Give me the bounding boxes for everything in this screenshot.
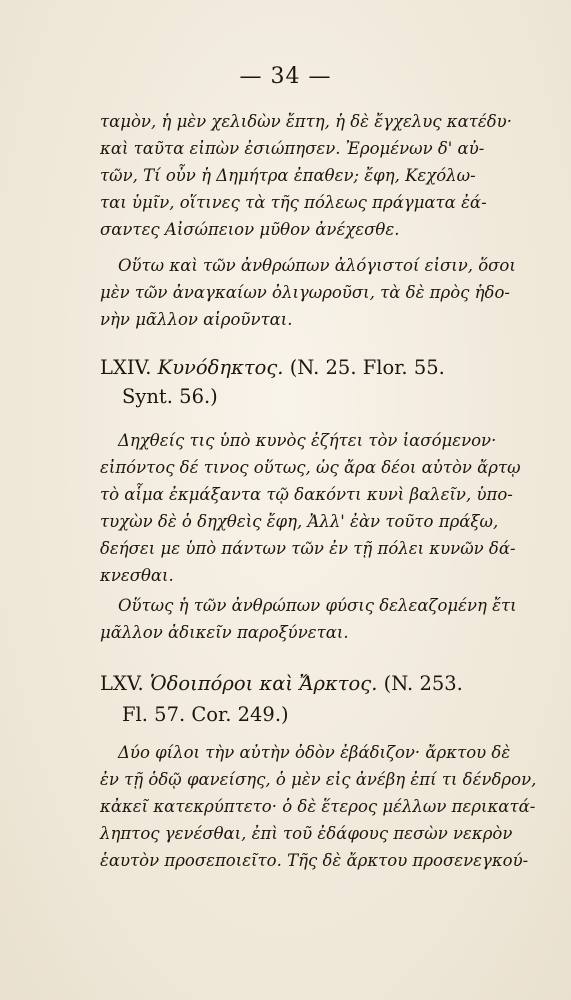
- text-line: καὶ ταῦτα εἰπὼν ἐσιώπησεν. Ἐρομένων δ' αὐ-: [100, 139, 485, 158]
- text-line: τυχὼν δὲ ὁ δηχθεὶς ἔφη, Ἀλλ' ἐὰν τοῦτο πράξω,: [100, 512, 499, 531]
- fable-title: Ὁδοιπόροι καὶ Ἄρκτος.: [149, 672, 378, 695]
- moral-line: νὴν μᾶλλον αἱροῦνται.: [100, 310, 293, 329]
- text-line: ἑαυτὸν προσεποιεῖτο. Τῆς δὲ ἄρκτου προσενεγκού-: [100, 851, 529, 870]
- text-line: ληπτος γενέσθαι, ἐπὶ τοῦ ἐδάφους πεσὼν νεκρὸν: [100, 824, 513, 843]
- text-line: κνεσθαι.: [100, 566, 174, 585]
- fable-heading: [100, 672, 463, 696]
- fable-number: LXIV.: [100, 356, 152, 379]
- text-line: σαντες Αἰσώπειον μῦθον ἀνέχεσθε.: [100, 220, 400, 239]
- text-line: εἰπόντος δέ τινος οὕτως, ὡς ἄρα δέοι αὐτὸν ἄρτῳ: [100, 458, 521, 477]
- text-line: Δύο φίλοι τὴν αὐτὴν ὁδὸν ἐβάδιζον· ἄρκτου δὲ: [118, 743, 511, 762]
- fable-heading: [100, 356, 445, 380]
- moral-line: Οὕτως ἡ τῶν ἀνθρώπων φύσις δελεαζομένη ἔτι: [118, 596, 517, 615]
- text-line: ἐν τῇ ὁδῷ φανείσης, ὁ μὲν εἰς ἀνέβη ἐπί τι δένδρον,: [100, 770, 537, 789]
- moral-line: μᾶλλον ἀδικεῖν παροξύνεται.: [100, 623, 349, 642]
- fable-refs-cont: Synt. 56.): [122, 385, 218, 408]
- text-line: τῶν, Τί οὖν ἡ Δημήτρα ἐπαθεν; ἔφη, Κεχόλω-: [100, 166, 476, 185]
- fable-title: Κυνόδηκτος.: [157, 356, 284, 379]
- fable-refs-cont: Fl. 57. Cor. 249.): [122, 703, 289, 726]
- text-line: ται ὑμῖν, οἵτινες τὰ τῆς πόλεως πράγματα ἐά-: [100, 193, 487, 212]
- moral-line: μὲν τῶν ἀναγκαίων ὀλιγωροῦσι, τὰ δὲ πρὸς ἡδο-: [100, 283, 510, 302]
- text-line: Δηχθείς τις ὑπὸ κυνὸς ἐζήτει τὸν ἰασόμενον·: [118, 431, 497, 450]
- text-line: ταμὸν, ἡ μὲν χελιδὼν ἔπτη, ἡ δὲ ἔγχελυς κατέδυ·: [100, 112, 512, 131]
- moral-line: Οὕτω καὶ τῶν ἀνθρώπων ἀλόγιστοί εἰσιν, ὅσοι: [118, 256, 516, 275]
- fable-refs: (N. 25. Flor. 55.: [289, 356, 445, 379]
- text-line: κἀκεῖ κατεκρύπτετο· ὁ δὲ ἕτερος μέλλων περικατά-: [100, 797, 536, 816]
- page-number: — 34 —: [239, 64, 332, 89]
- text-line: τὸ αἷμα ἐκμάξαντα τῷ δακόντι κυνὶ βαλεῖν, ὑπο-: [100, 485, 513, 504]
- fable-refs: (N. 253.: [383, 672, 463, 695]
- text-line: δεήσει με ὑπὸ πάντων τῶν ἐν τῇ πόλει κυνῶν δά-: [100, 539, 516, 558]
- fable-number: LXV.: [100, 672, 144, 695]
